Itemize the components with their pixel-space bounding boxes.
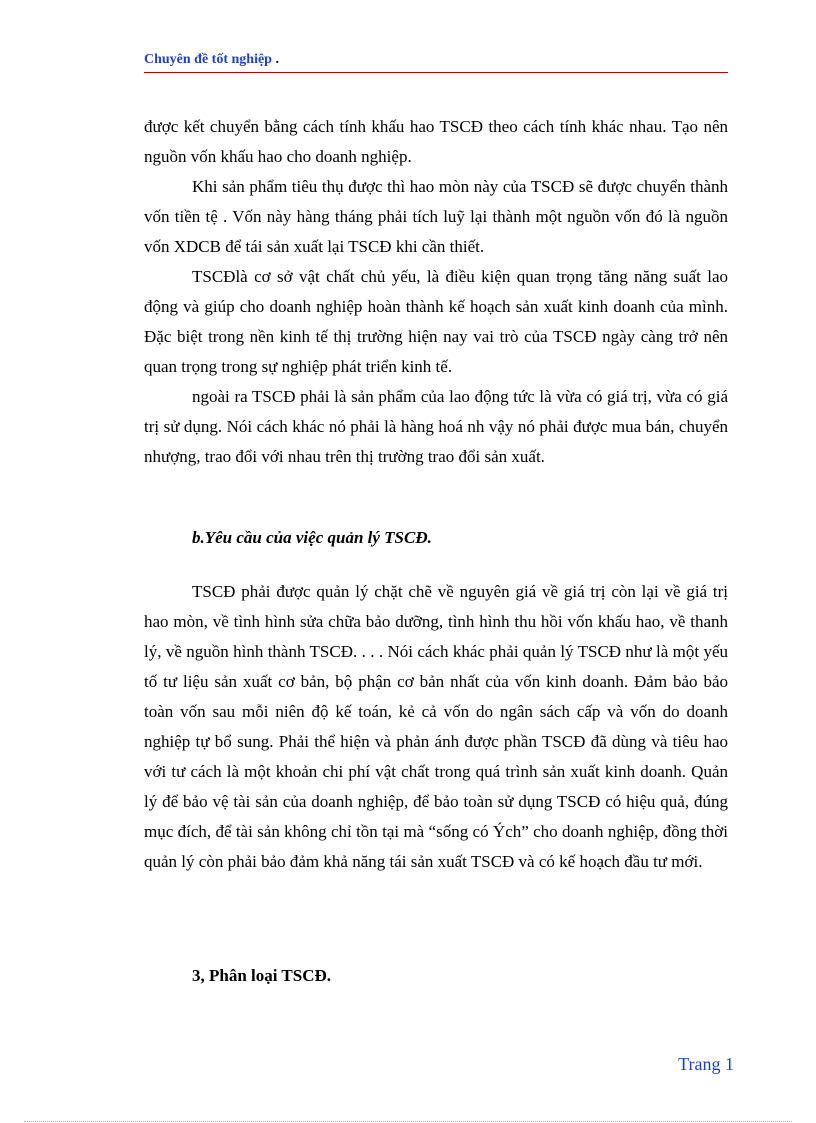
intro-block [144,112,728,472]
section-heading-b: b.Yêu cầu của việc quản lý TSCĐ. [192,528,432,547]
footer-divider [24,1121,792,1122]
section-b-body [144,577,728,877]
paragraph-goods: ngoài ra TSCĐ phải là sản phẩm của lao động tức là vừa có giá trị, vừa có giá trị sử dụng. Nói cách khác nó phải là hàng hoá nh vậy nó phải được mua bán, chuyển nhượng, trao đổi với nhau trên thị trường trao đổi sản xuất. [144,387,728,466]
paragraph-continuation: được kết chuyển bằng cách tính khấu hao TSCĐ theo cách tính khác nhau. Tạo nên nguồn vốn khấu hao cho doanh nghiệp. [144,117,728,166]
paragraph-depreciation: Khi sản phẩm tiêu thụ được thì hao mòn này của TSCĐ sẽ được chuyển thành vốn tiền tệ . Vốn này hàng tháng phải tích luỹ lại thành một nguồn vốn đó là nguồn vốn XDCB để tái sản xuất lại TSCĐ khi cần thiết. [144,177,728,256]
paragraph-management: TSCĐ phải được quản lý chặt chẽ về nguyên giá về giá trị còn lại về giá trị hao mòn, về tình hình sửa chữa bảo dưỡng, tình hình thu hồi vốn khấu hao, về thanh lý, về nguồn hình thành TSCĐ. . . . Nói cách khác phải quản lý TSCĐ như là một yếu tố tư liệu sản xuất cơ bản, bộ phận cơ bản nhất của vốn kinh doanh. Đảm bảo bảo toàn vốn sau mỗi niên độ kế toán, kẻ cả vốn do ngân sách cấp và vốn do doanh nghiệp tự bổ sung. Phải thể hiện và phản ánh được phần TSCĐ đã dùng và tiêu hao với tư cách là một khoản chi phí vật chất trong quá trình sản xuất kinh doanh. Quản lý để bảo vệ tài sản của doanh nghiệp, để bảo toàn sử dụng TSCĐ có hiệu quả, đúng mục đích, để tài sản không chỉ tồn tại mà “sống có Ých” cho doanh nghiệp, đồng thời quản lý còn phải bảo đảm khả năng tái sản xuất TSCĐ và có kế hoạch đầu tư mới. [144,582,728,871]
section-heading-3: 3, Phân loại TSCĐ. [192,966,332,985]
header-title-line [144,52,279,68]
page-number: Trang 1 [678,1054,734,1074]
page-header [144,52,728,73]
paragraph-role: TSCĐlà cơ sở vật chất chủ yếu, là điều kiện quan trọng tăng năng suất lao động và giúp cho doanh nghiệp hoàn thành kế hoạch sản xuất kinh doanh của mình. Đặc biệt trong nền kinh tế thị trường hiện nay vai trò của TSCĐ ngày càng trở nên quan trọng trong sự nghiệp phát triển kinh tế. [144,267,728,376]
header-title: Chuyên đề tốt nghiệp [144,52,272,67]
header-dot: . [271,52,279,67]
